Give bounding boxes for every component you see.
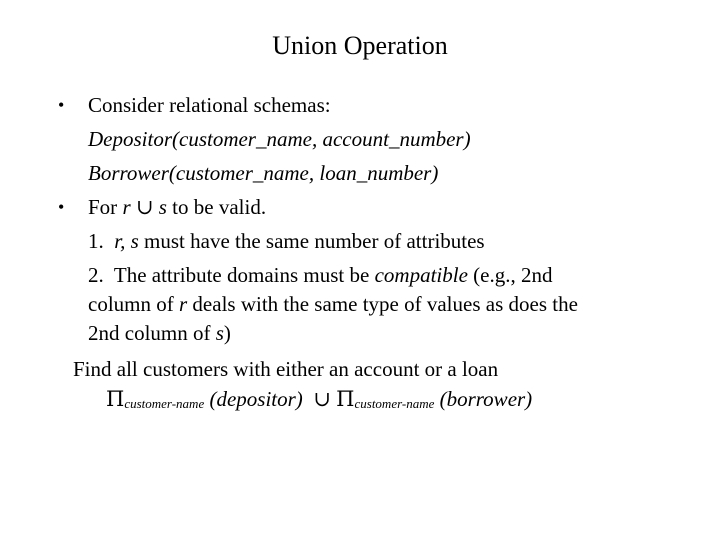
condition-1-number: 1. [88, 229, 104, 253]
condition-2-var-s: s [215, 321, 224, 345]
condition-2-line-2-b: deals with the same type of values as does the [187, 292, 578, 316]
projection-pi-icon: Π [336, 387, 355, 411]
condition-2-text-a: The attribute domains must be [113, 263, 375, 287]
bullet-consider-schemas: Consider relational schemas: [88, 93, 331, 117]
bullet-union-validity [88, 194, 266, 220]
schema-depositor: Depositor(customer_name, account_number) [88, 127, 471, 151]
condition-2-number: 2. [88, 263, 104, 287]
condition-2-line-3 [88, 320, 231, 346]
relation-borrower: (borrower) [439, 387, 533, 411]
bullet-icon: • [58, 95, 65, 115]
union-symbol-icon: ∪ [135, 195, 154, 219]
projection-subscript: customer-name [354, 396, 435, 411]
condition-2-compatible: compatible [374, 263, 468, 287]
condition-2-line-2 [88, 291, 578, 317]
condition-2-line-3-b: ) [223, 321, 231, 345]
projection-pi-icon: Π [106, 387, 125, 411]
bullet-icon: • [58, 197, 65, 217]
union-symbol-icon: ∪ [313, 387, 331, 411]
condition-2-text-b: (e.g., 2nd [467, 263, 553, 287]
schema-borrower: Borrower(customer_name, loan_number) [88, 161, 439, 185]
relation-depositor: (depositor) [209, 387, 303, 411]
projection-subscript: customer-name [124, 396, 205, 411]
example-text: Find all customers with either an account or a loan [73, 357, 499, 381]
condition-2-line-3-a: 2nd column of [88, 321, 216, 345]
condition-2-var-r: r [178, 292, 188, 316]
text-for: For [88, 195, 123, 219]
condition-1-text: must have the same number of attributes [138, 229, 485, 253]
condition-2-line-1 [88, 262, 552, 288]
example-expression [106, 386, 532, 417]
condition-1-vars: r, s [114, 229, 139, 253]
slide-title: Union Operation [272, 31, 448, 60]
condition-2-line-2-a: column of [88, 292, 179, 316]
text-valid: to be valid. [166, 195, 267, 219]
condition-1 [88, 228, 485, 254]
var-s: s [158, 195, 167, 219]
var-r: r [122, 195, 131, 219]
